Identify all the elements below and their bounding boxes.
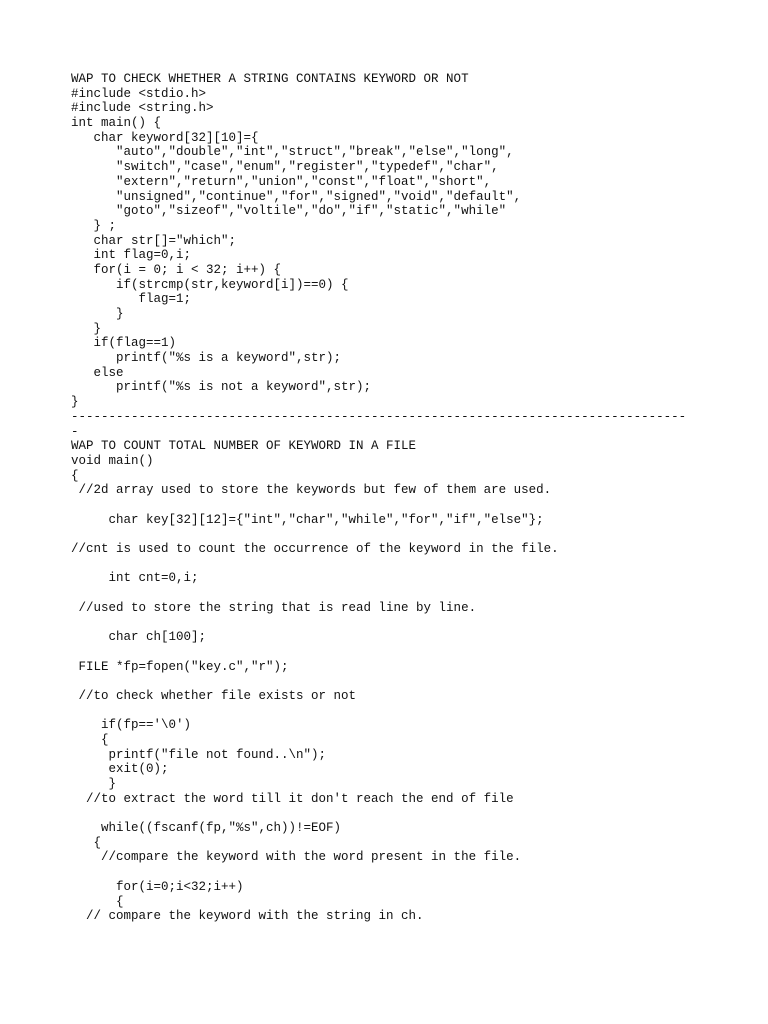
code-line: printf("file not found..\n"); — [71, 747, 327, 762]
code-line: for(i=0;i<32;i++) — [71, 879, 244, 894]
code-line: printf("%s is a keyword",str); — [71, 351, 342, 366]
code-line: //to extract the word till it don't reach the end of file — [71, 791, 514, 806]
code-line: } — [71, 777, 117, 791]
code-line: { — [71, 894, 124, 909]
code-line: //2d array used to store the keywords but few of them are used. — [71, 483, 552, 498]
code-line: } ; — [71, 218, 117, 233]
code-line: char ch[100]; — [71, 630, 207, 645]
blank-line — [71, 586, 686, 601]
blank-line — [71, 674, 686, 689]
code-line: exit(0); — [71, 762, 169, 777]
blank-line — [71, 645, 686, 660]
blank-line — [71, 498, 686, 513]
code-line: } — [71, 321, 102, 336]
code-line: while((fscanf(fp,"%s",ch))!=EOF) — [71, 821, 342, 836]
code-line: //used to store the string that is read line by line. — [71, 600, 477, 615]
code-line: FILE *fp=fopen("key.c","r"); — [71, 659, 289, 674]
code-line: "goto","sizeof","voltile","do","if","static","while" — [71, 204, 507, 219]
code-line: else — [71, 365, 124, 380]
code-line: void main() — [71, 453, 154, 468]
code-line: int flag=0,i; — [71, 248, 192, 263]
code-line: int cnt=0,i; — [71, 571, 199, 586]
code-line: "switch","case","enum","register","typedef","char", — [71, 160, 499, 175]
code-line: //to check whether file exists or not — [71, 688, 357, 703]
code-line: char key[32][12]={"int","char","while","for","if","else"}; — [71, 512, 544, 527]
code-line: //compare the keyword with the word present in the file. — [71, 850, 522, 865]
code-listing — [71, 72, 686, 924]
code-line: { — [71, 732, 109, 747]
code-line: for(i = 0; i < 32; i++) { — [71, 262, 282, 277]
code-line: WAP TO COUNT TOTAL NUMBER OF KEYWORD IN A FILE — [71, 439, 417, 454]
code-line: char str[]="which"; — [71, 233, 237, 248]
code-line: - — [71, 424, 79, 439]
code-line: flag=1; — [71, 292, 192, 307]
code-line: "extern","return","union","const","float","short", — [71, 174, 492, 189]
code-line: ---------------------------------------------------------------------------------- — [71, 409, 687, 424]
code-line: if(flag==1) — [71, 336, 177, 351]
blank-line — [71, 865, 686, 880]
code-line: printf("%s is not a keyword",str); — [71, 380, 372, 395]
code-line: if(strcmp(str,keyword[i])==0) { — [71, 277, 349, 292]
code-line: { — [71, 835, 102, 850]
code-line: int main() { — [71, 116, 162, 131]
blank-line — [71, 704, 686, 719]
blank-line — [71, 527, 686, 542]
code-line: { — [71, 468, 79, 483]
code-line: if(fp=='\0') — [71, 718, 192, 733]
code-line: // compare the keyword with the string in ch. — [71, 909, 424, 924]
blank-line — [71, 557, 686, 572]
code-line: //cnt is used to count the occurrence of the keyword in the file. — [71, 542, 559, 556]
code-line: } — [71, 307, 124, 321]
code-line: #include <string.h> — [71, 101, 214, 116]
code-line: char keyword[32][10]={ — [71, 130, 259, 145]
code-line: "auto","double","int","struct","break","else","long", — [71, 145, 514, 160]
code-line: #include <stdio.h> — [71, 86, 207, 101]
code-line: } — [71, 395, 79, 410]
code-line: "unsigned","continue","for","signed","void","default", — [71, 189, 522, 204]
blank-line — [71, 615, 686, 630]
blank-line — [71, 806, 686, 821]
code-line: WAP TO CHECK WHETHER A STRING CONTAINS KEYWORD OR NOT — [71, 72, 469, 86]
